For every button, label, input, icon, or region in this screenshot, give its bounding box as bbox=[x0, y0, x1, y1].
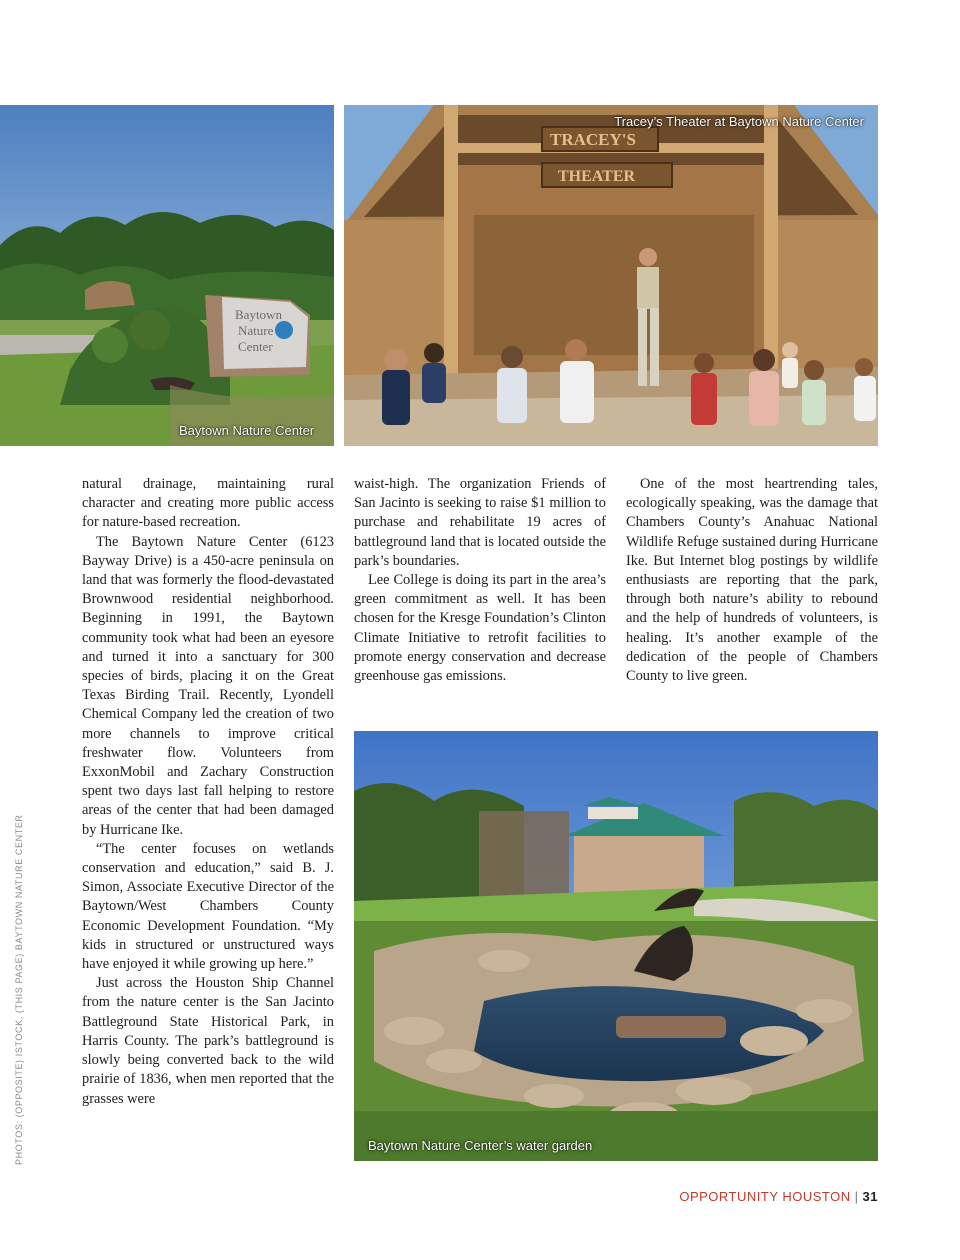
photo-credit: PHOTOS: (OPPOSITE) ISTOCK, (THIS PAGE) BAYTOWN NATURE CENTER bbox=[14, 814, 24, 1165]
col1-paragraph-1: natural drainage, maintaining rural character and creating more public access for nature-based recreation. bbox=[82, 476, 334, 531]
page-footer bbox=[679, 1189, 878, 1204]
col1-paragraph-2: The Baytown Nature Center (6123 Bayway Drive) is a 450-acre peninsula on land that was formerly the flood-devastated Brownwood residential neighborhood. Beginning in 1991, the Baytown community took what had been an eyesore and turned it into a sanctuary for 300 species of birds, placing it on the Great Texas Birding Trail. Recently, Lyondell Chemical Company led the creation of two more channels to improve critical freshwater flow. Volunteers from ExxonMobil and Zachary Construction spent two days last fall helping to restore areas of the center that had been damaged by Hurricane Ike. bbox=[82, 533, 334, 838]
photo-water-garden bbox=[354, 731, 878, 1161]
footer-separator: | bbox=[854, 1189, 859, 1204]
caption-bottom: Baytown Nature Center’s water garden bbox=[368, 1138, 593, 1153]
sign-text-line3: Center bbox=[238, 339, 273, 354]
sign-text-line2: Nature bbox=[238, 323, 274, 338]
col3-paragraph-1: One of the most heartrending tales, ecologically speaking, was the damage that Chambers County’s Anahuac National Wildlife Refuge sustained during Hurricane Ike. But Internet blog postings by wildlife enthusiasts are reporting that the park, through both nature’s ability to rebound and the help of hundreds of volunteers, is healing. It’s another example of the dedication of the people of Chambers County to live green. bbox=[626, 476, 878, 685]
publication-name: OPPORTUNITY HOUSTON bbox=[679, 1189, 851, 1204]
article-column-1 bbox=[82, 475, 334, 1109]
theater-sign-line1: TRACEY'S bbox=[550, 130, 636, 149]
photo-nature-center-sign bbox=[0, 105, 334, 446]
col2-paragraph-1: waist-high. The organization Friends of San Jacinto is seeking to raise $1 million to purchase and rehabilitate 19 acres of battleground land that is located outside the park’s boundaries. bbox=[354, 476, 606, 569]
sign-text-line1: Baytown bbox=[235, 307, 282, 322]
theater-sign-line2: THEATER bbox=[558, 168, 636, 185]
article-column-2 bbox=[354, 475, 606, 686]
col1-paragraph-3: “The center focuses on wetlands conservation and education,” said B. J. Simon, Associate Executive Director of the Baytown/West Chambers County Economic Development Foundation. “My kids in structured or unstructured ways have enjoyed it while growing up here.” bbox=[82, 840, 334, 973]
caption-top-right: Tracey’s Theater at Baytown Nature Center bbox=[614, 114, 864, 129]
photo-traceys-theater bbox=[344, 105, 878, 446]
col2-paragraph-2: Lee College is doing its part in the area’s green commitment as well. It has been chosen for the Kresge Foundation’s Clinton Climate Initiative to retrofit facilities to promote energy conservation and decrease greenhouse gas emissions. bbox=[354, 572, 606, 685]
page-number: 31 bbox=[862, 1189, 878, 1204]
caption-top-left: Baytown Nature Center bbox=[179, 423, 315, 438]
col1-paragraph-4: Just across the Houston Ship Channel from the nature center is the San Jacinto Battleground State Historical Park, in Harris County. The park’s battleground is slowly being converted back to the wild prairie of 1836, when men reported that the grasses were bbox=[82, 975, 334, 1107]
article-column-3 bbox=[626, 475, 878, 686]
